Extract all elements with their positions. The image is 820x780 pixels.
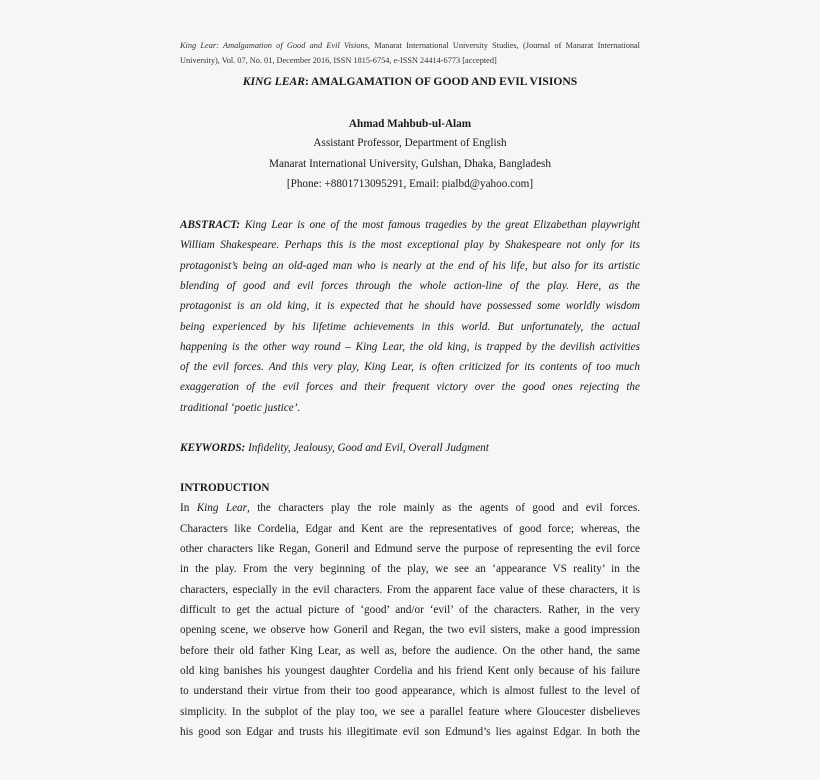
header-line-1: [180, 38, 640, 54]
author-position: Assistant Professor, Department of English: [313, 137, 507, 149]
abstract-line: exaggeration of the evil forces and their frequent victory over the good ones rejecting the: [180, 381, 640, 393]
abstract-text: King Lear is one of the most famous tragedies by the great Elizabethan playwright: [240, 219, 640, 231]
abstract-line: protagonist’s being an old-aged man who is nearly at the end of his life, but also for its artistic: [180, 260, 640, 272]
intro-line: to understand their virtue from their too good appearance, which is almost fullest to the level of: [180, 685, 640, 697]
author-name: Ahmad Mahbub-ul-Alam: [348, 118, 472, 130]
abstract-line: blending of good and evil forces through the whole action-line of the play. Here, as the: [180, 280, 640, 292]
intro-line: in the play. From the very beginning of the play, we see an ‘appearance VS reality’ in the: [180, 563, 640, 575]
author-contact: [Phone: +8801713095291, Email: pialbd@yahoo.com]: [286, 178, 534, 190]
intro-play-title: King Lear: [196, 502, 248, 514]
title-italic: KING LEAR: [242, 75, 305, 88]
abstract-line: happening is the other way round – King Lear, the old king, is trapped by the devilish activities: [180, 341, 640, 353]
abstract-line: being experienced by his lifetime achievements in this world. But unfortunately, the actual: [180, 321, 640, 333]
intro-prefix: In: [180, 502, 197, 514]
section-heading: INTRODUCTION: [180, 482, 270, 494]
keywords: [180, 440, 640, 456]
intro-line: [180, 500, 640, 516]
intro-line: his good son Edgar and trusts his illegitimate evil son Edmund’s lies against Edgar. In both the: [180, 726, 640, 738]
title-rest: : AMALGAMATION OF GOOD AND EVIL VISIONS: [304, 75, 578, 88]
intro-line: characters, especially in the evil characters. From the apparent face value of these characters, it is: [180, 584, 640, 596]
intro-line: old king banishes his youngest daughter Cordelia and his friend Kent only because of his failure: [180, 665, 640, 677]
abstract-line: of the evil forces. And this very play, King Lear, is often criticized for its contents of too much: [180, 361, 640, 373]
intro-line: other characters like Regan, Goneril and Edmund serve the purpose of representing the evil force: [180, 543, 640, 555]
abstract-line: protagonist is an old king, it is expected that he should have possessed some worldly wisdom: [180, 300, 640, 312]
intro-line: difficult to get the actual picture of ‘good’ and/or ‘evil’ of the characters. Rather, in the very: [180, 604, 640, 616]
header-paper-title: King Lear: Amalgamation of Good and Evil Visions,: [180, 41, 370, 50]
intro-line: simplicity. In the subplot of the play too, we see a parallel feature where Gloucester disbelieves: [180, 706, 640, 718]
abstract-line: [180, 217, 640, 233]
header-line-2: University), Vol. 07, No. 01, December 2016, ISSN 1815-6754, e-ISSN 24414-6773 [accepted]: [180, 56, 497, 65]
paper-title: [180, 74, 640, 90]
keywords-text: Infidelity, Jealousy, Good and Evil, Overall Judgment: [245, 442, 489, 454]
intro-line: before their old father King Lear, as well as, before the audience. On the other hand, the same: [180, 645, 640, 657]
intro-line: Characters like Cordelia, Edgar and Kent are the representatives of good force; whereas, the: [180, 523, 640, 535]
intro-text: , the characters play the role mainly as the agents of good and evil forces.: [247, 502, 640, 514]
intro-line: opening scene, we observe how Goneril and Regan, the two evil sisters, make a good impression: [180, 624, 640, 636]
author-affiliation: Manarat International University, Gulshan, Dhaka, Bangladesh: [269, 158, 551, 170]
abstract-line: William Shakespeare. Perhaps this is the most exceptional play by Shakespeare not only for its: [180, 239, 640, 251]
abstract-line: traditional ‘poetic justice’.: [180, 402, 301, 414]
abstract-label: ABSTRACT:: [180, 219, 241, 231]
keywords-label: KEYWORDS:: [180, 442, 246, 454]
header-journal: Manarat International University Studies, (Journal of Manarat International: [369, 41, 640, 50]
